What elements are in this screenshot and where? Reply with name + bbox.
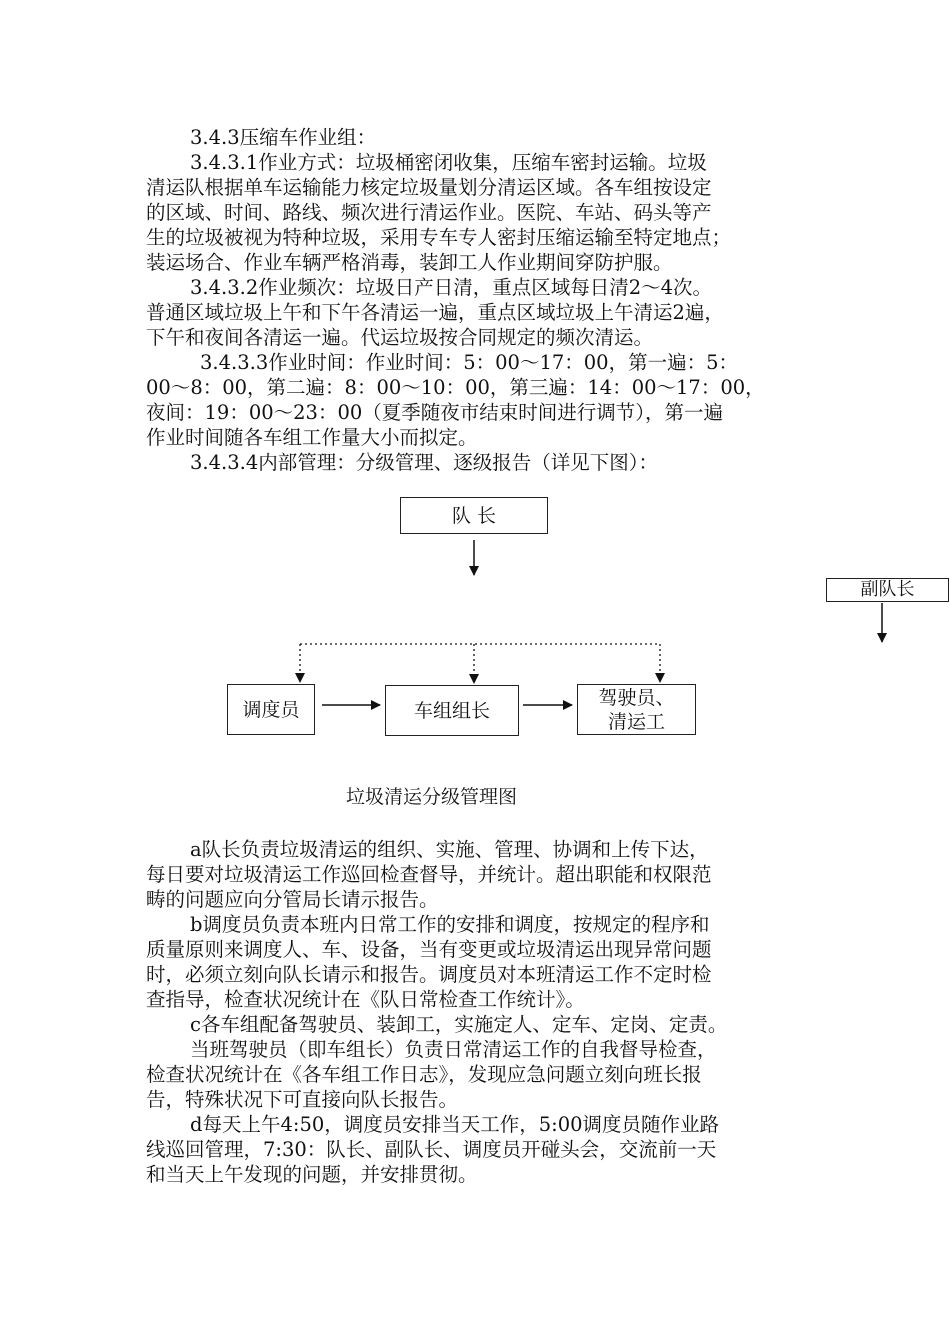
note-line: 时，必须立刻向队长请示和报告。调度员对本班清运工作不定时检	[146, 963, 712, 986]
note-line: 当班驾驶员（即车组长）负责日常清运工作的自我督导检查，	[190, 1038, 717, 1061]
note-line: 线巡回管理，7:30：队长、副队长、调度员开碰头会，交流前一天	[146, 1138, 717, 1161]
vice-captain-label: 副队长	[860, 579, 915, 600]
paragraph-line: 生的垃圾被视为特种垃圾，采用专车专人密封压缩运输至特定地点；	[146, 226, 732, 249]
driver-label-line2: 清运工	[607, 710, 665, 733]
dispatcher-box	[227, 684, 315, 735]
paragraph-line: 3.4.3.1作业方式：垃圾桶密闭收集，压缩车密封运输。垃圾	[190, 151, 707, 174]
dispatcher-label: 调度员	[242, 698, 300, 721]
paragraph-line: 普通区域垃圾上午和下午各清运一遍，重点区域垃圾上午清运2遍，	[146, 301, 724, 324]
section-heading: 3.4.3压缩车作业组：	[190, 126, 377, 149]
paragraph-line: 装运场合、作业车辆严格消毒，装卸工人作业期间穿防护服。	[146, 251, 673, 274]
paragraph-line: 3.4.3.3作业时间：作业时间：5：00～17：00，第一遍：5：	[200, 351, 738, 374]
paragraph-line: 作业时间随各车组工作量大小而拟定。	[146, 426, 478, 449]
paragraph-line: 00～8：00，第二遍：8：00～10：00，第三遍：14：00～17：00，	[146, 376, 765, 399]
driver-box	[577, 684, 696, 735]
note-line: 查指导，检查状况统计在《队日常检查工作统计》。	[146, 988, 585, 1011]
note-line: 每日要对垃圾清运工作巡回检查督导，并统计。超出职能和权限范	[146, 863, 712, 886]
paragraph-line: 清运队根据单车运输能力核定垃圾量划分清运区域。各车组按设定	[146, 176, 712, 199]
paragraph-line: 夜间：19：00～23：00（夏季随夜市结束时间进行调节），第一遍	[146, 401, 724, 424]
note-line: 检查状况统计在《各车组工作日志》，发现应急问题立刻向班长报	[146, 1063, 702, 1086]
note-line: d每天上午4:50，调度员安排当天工作，5:00调度员随作业路	[190, 1113, 720, 1136]
paragraph-line: 3.4.3.4内部管理：分级管理、逐级报告（详见下图）：	[190, 451, 658, 474]
note-line: 告，特殊状况下可直接向队长报告。	[146, 1088, 459, 1111]
note-line: c各车组配备驾驶员、装卸工，实施定人、定车、定岗、定责。	[190, 1013, 728, 1036]
captain-box	[400, 497, 548, 534]
note-line: 畴的问题应向分管局长请示报告。	[146, 888, 439, 911]
vice-captain-box	[826, 578, 949, 602]
diagram-caption: 垃圾清运分级管理图	[346, 786, 518, 808]
team-leader-box	[385, 685, 519, 736]
note-line: b调度员负责本班内日常工作的安排和调度，按规定的程序和	[190, 913, 710, 936]
note-line: 和当天上午发现的问题，并安排贯彻。	[146, 1163, 478, 1186]
note-line: 质量原则来调度人、车、设备，当有变更或垃圾清运出现异常问题	[146, 938, 712, 961]
team-leader-label: 车组组长	[413, 699, 490, 722]
paragraph-line: 下午和夜间各清运一遍。代运垃圾按合同规定的频次清运。	[146, 326, 654, 349]
paragraph-line: 3.4.3.2作业频次：垃圾日产日清，重点区域每日清2～4次。	[190, 276, 713, 299]
captain-label: 队 长	[451, 504, 497, 527]
driver-label-line1: 驾驶员、	[598, 686, 675, 709]
note-line: a队长负责垃圾清运的组织、实施、管理、协调和上传下达，	[190, 838, 709, 861]
paragraph-line: 的区域、时间、路线、频次进行清运作业。医院、车站、码头等产	[146, 201, 712, 224]
